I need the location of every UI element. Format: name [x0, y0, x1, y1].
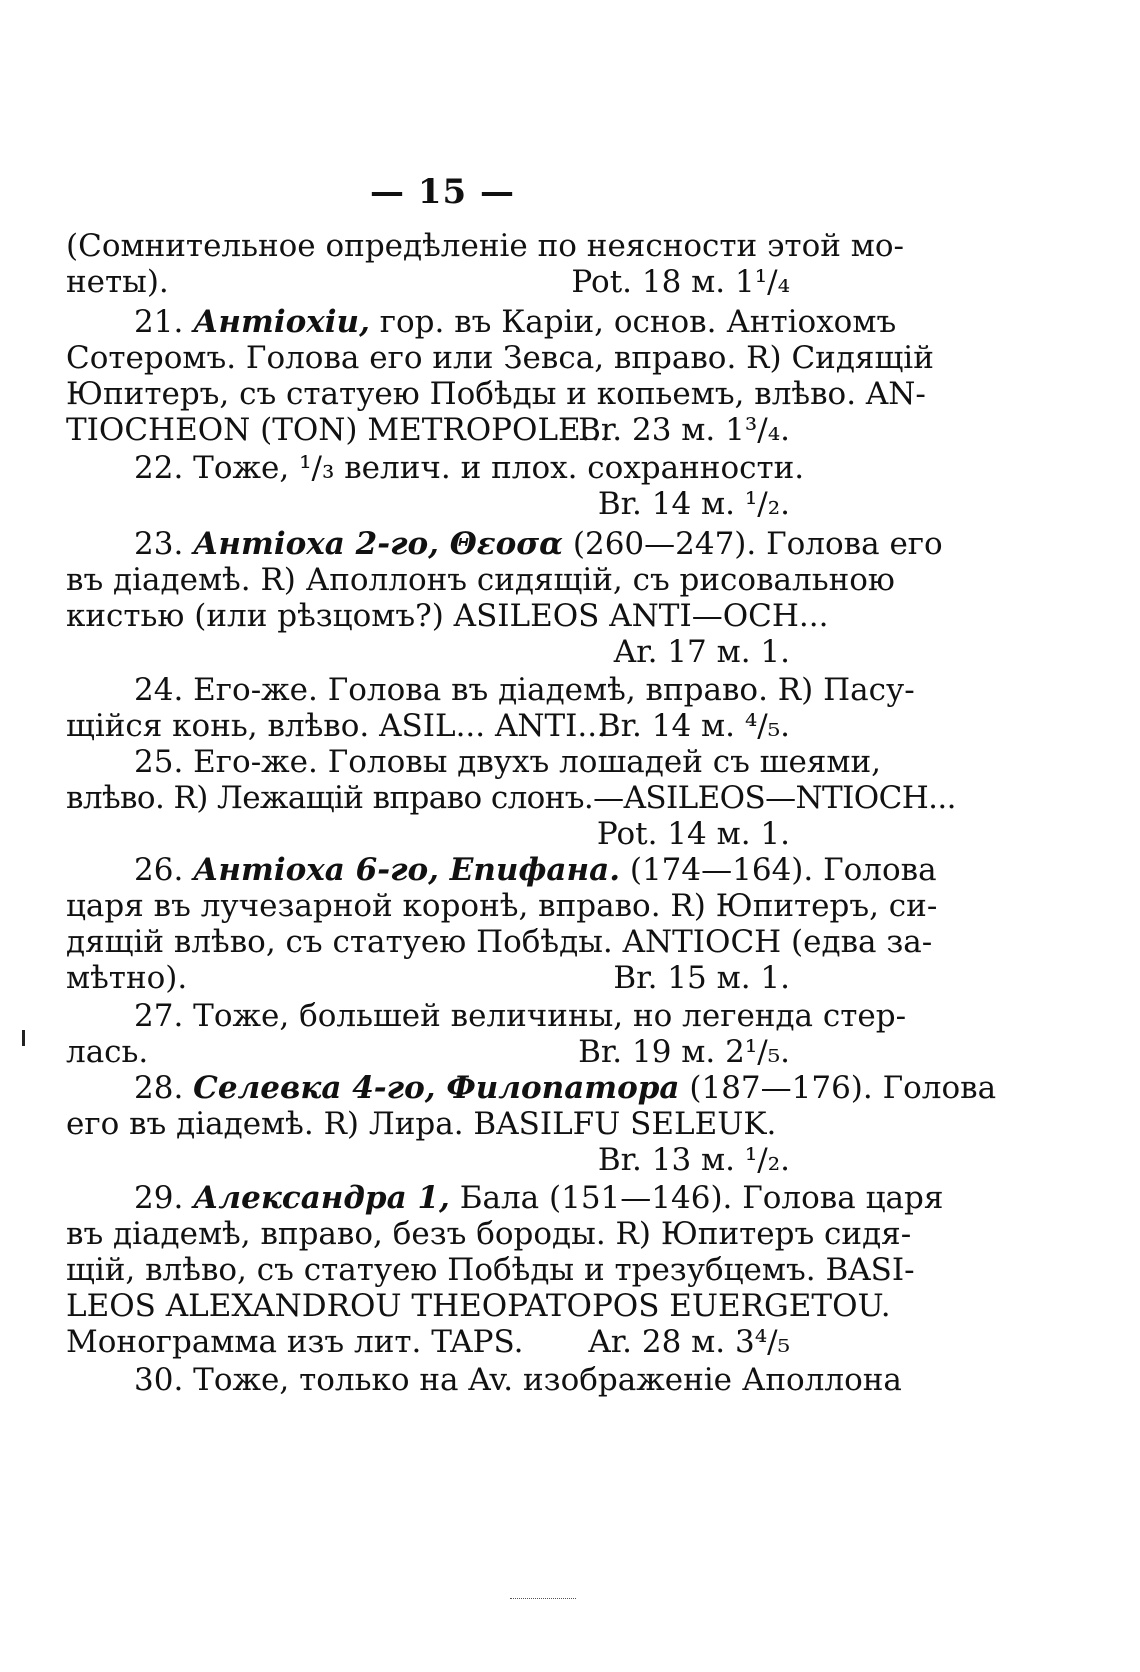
coin-spec — [560, 634, 790, 670]
line-text: LEOS ALEXANDROU THEOPATOPOS EUERGETOU. — [66, 1288, 891, 1324]
text-line — [66, 598, 862, 634]
text-line — [66, 888, 938, 924]
line-text: царя въ лучезарной коронѣ, вправо. R) Юпитеръ, си- — [66, 888, 938, 924]
text-line — [66, 1106, 862, 1142]
coin-spec — [560, 412, 790, 448]
entry-number: 29. — [134, 1180, 184, 1216]
entry-number: 28. — [134, 1070, 184, 1106]
coin-spec — [560, 486, 790, 522]
entry-title: Антіоха 2-го, Θεοσα — [193, 526, 564, 562]
entry-number: 21. — [134, 304, 184, 340]
line-text: его въ діадемѣ. R) Лира. BASILFU SELEUK. — [66, 1106, 777, 1142]
coin-spec-text: Br. 19 м. 2¹/₅. — [578, 1034, 790, 1070]
coin-spec — [560, 708, 790, 744]
entry-number: 23. — [134, 526, 184, 562]
coin-spec-text: Br. 23 м. 1³/₄. — [578, 412, 790, 448]
text-line — [66, 780, 956, 816]
line-text: Монограмма изъ лит. TAPS. — [66, 1324, 524, 1360]
page-number: — 15 — — [370, 172, 515, 212]
text-line — [66, 1216, 912, 1252]
text-line — [66, 340, 934, 376]
coin-spec — [560, 1324, 790, 1360]
text-line — [66, 924, 933, 960]
entry-29-line — [134, 1180, 944, 1216]
coin-spec-text: Ar. 17 м. 1. — [613, 634, 790, 670]
line-text: Юпитеръ, съ статуею Побѣды и копьемъ, влѣво. AN- — [66, 376, 926, 412]
text-line — [66, 1288, 891, 1324]
coin-spec — [560, 1034, 790, 1070]
line-text: 30. Тоже, только на Av. изображеніе Аполлона — [134, 1362, 902, 1398]
entry-title: Александра 1, — [193, 1180, 450, 1216]
entry-title: Антіоха 6-го, Епифана. — [193, 852, 620, 888]
line-text: (Сомнительное опредѣленіе по неясности этой мо- — [66, 228, 905, 264]
line-text: Сотеромъ. Голова его или Зевса, вправо. R) Сидящій — [66, 340, 934, 376]
entry-21-line — [134, 304, 897, 340]
line-text: неты). — [66, 264, 169, 300]
coin-spec-text: Br. 15 м. 1. — [613, 960, 790, 996]
line-text: въ діадемѣ, вправо, безъ бороды. R) Юпитеръ сидя- — [66, 1216, 912, 1252]
coin-spec — [560, 264, 790, 300]
entry-22-line — [134, 450, 862, 486]
entry-26-line — [134, 852, 937, 888]
coin-spec-text: Pot. 18 м. 1¹/₄ — [571, 264, 790, 300]
line-text: TIOCHEON (TON) METROPOLE... — [66, 412, 611, 448]
entry-title: Антіохіи, — [193, 304, 370, 340]
line-text: влѣво. R) Лежащій вправо слонъ.—ASILEOS—NTIOCH... — [66, 780, 956, 816]
line-text: 22. Тоже, ¹/₃ велич. и плох. сохранности. — [134, 450, 805, 486]
line-text: (174—164). Голова — [629, 852, 937, 888]
entry-number: 26. — [134, 852, 184, 888]
text-line — [66, 228, 905, 264]
line-text: мѣтно). — [66, 960, 188, 996]
line-text: 27. Тоже, большей величины, но легенда стер- — [134, 998, 907, 1034]
line-text: (187—176). Голова — [689, 1070, 997, 1106]
line-text: щійся конь, влѣво. ASIL... ANTI... — [66, 708, 607, 744]
page-bottom-mark — [510, 1598, 576, 1600]
line-text: 25. Его-же. Головы двухъ лошадей съ шеями, — [134, 744, 881, 780]
coin-spec — [560, 816, 790, 852]
coin-spec-text: Br. 14 м. ⁴/₅. — [597, 708, 790, 744]
coin-spec-text: Br. 13 м. ¹/₂. — [597, 1142, 790, 1178]
entry-30-line — [134, 1362, 902, 1398]
entry-28-line — [134, 1070, 997, 1106]
line-text: 24. Его-же. Голова въ діадемѣ, вправо. R) Пасу- — [134, 672, 915, 708]
entry-25-line — [134, 744, 881, 780]
line-text: (260—247). Голова его — [572, 526, 943, 562]
entry-24-line — [134, 672, 915, 708]
text-line — [66, 1252, 915, 1288]
line-text: гор. въ Каріи, основ. Антіохомъ — [379, 304, 897, 340]
entry-title: Селевка 4-го, Филопатора — [193, 1070, 680, 1106]
coin-spec-text: Pot. 14 м. 1. — [596, 816, 790, 852]
line-text: щій, влѣво, съ статуею Побѣды и трезубцемъ. BASI- — [66, 1252, 915, 1288]
line-text: кистью (или рѣзцомъ?) ASILEOS ANTI—OCH... — [66, 598, 829, 634]
line-text: дящій влѣво, съ статуею Побѣды. ANTIOCH (едва за- — [66, 924, 933, 960]
text-line — [66, 376, 926, 412]
coin-spec — [560, 960, 790, 996]
entry-23-line — [134, 526, 943, 562]
line-text: въ діадемѣ. R) Аполлонъ сидящій, съ рисовальною — [66, 562, 895, 598]
line-text: лась. — [66, 1034, 149, 1070]
text-line — [66, 562, 895, 598]
line-text: Бала (151—146). Голова царя — [459, 1180, 944, 1216]
coin-spec-text: Br. 14 м. ¹/₂. — [597, 486, 790, 522]
coin-spec-text: Ar. 28 м. 3⁴/₅ — [588, 1324, 790, 1360]
coin-spec — [560, 1142, 790, 1178]
entry-27-line — [134, 998, 907, 1034]
margin-mark — [22, 1030, 25, 1046]
